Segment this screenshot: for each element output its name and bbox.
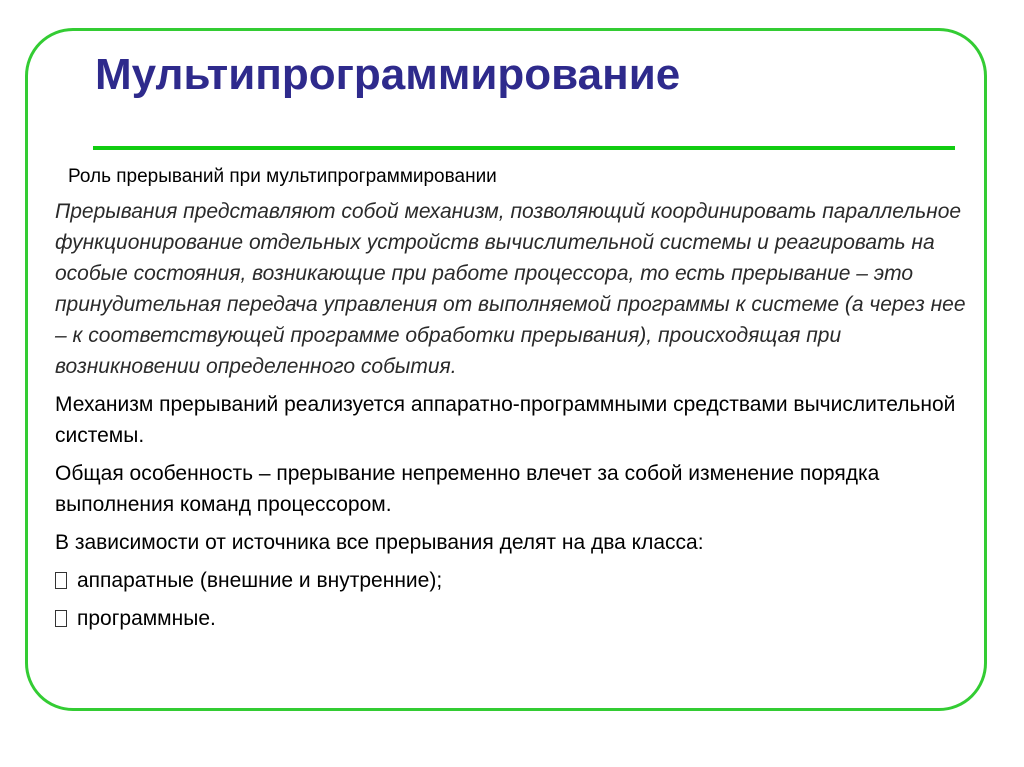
checkbox-glyph-icon bbox=[55, 572, 67, 589]
slide-subtitle: Роль прерываний при мультипрограммировании bbox=[68, 166, 497, 187]
paragraph-feature: Общая особенность – прерывание непременно влечет за собой изменение порядка выполнения команд процессором. bbox=[55, 462, 880, 516]
paragraph-classes: В зависимости от источника все прерывания делят на два класса: bbox=[55, 531, 704, 554]
slide-title: Мультипрограммирование bbox=[95, 50, 681, 99]
paragraph-mechanism: Механизм прерываний реализуется аппаратно-программными средствами вычислительной системы. bbox=[55, 393, 956, 447]
title-divider bbox=[93, 146, 955, 150]
slide-body bbox=[55, 196, 975, 641]
bullet-text: аппаратные (внешние и внутренние); bbox=[77, 569, 443, 592]
list-item-software bbox=[55, 603, 975, 634]
bullet-text: программные. bbox=[77, 607, 216, 630]
list-item-hardware bbox=[55, 565, 975, 596]
paragraph-definition: Прерывания представляют собой механизм, позволяющий координировать параллельное функционирование отдельных устройств вычислительной системы и реагировать на особые состояния, возникающие при работе процессора, то есть прерывание – это принудительная передача управления от выполняемой программы к системе (а через нее – к соответствующей программе обработки прерывания), происходящая при возникновении определенного события. bbox=[55, 200, 966, 378]
checkbox-glyph-icon bbox=[55, 610, 67, 627]
